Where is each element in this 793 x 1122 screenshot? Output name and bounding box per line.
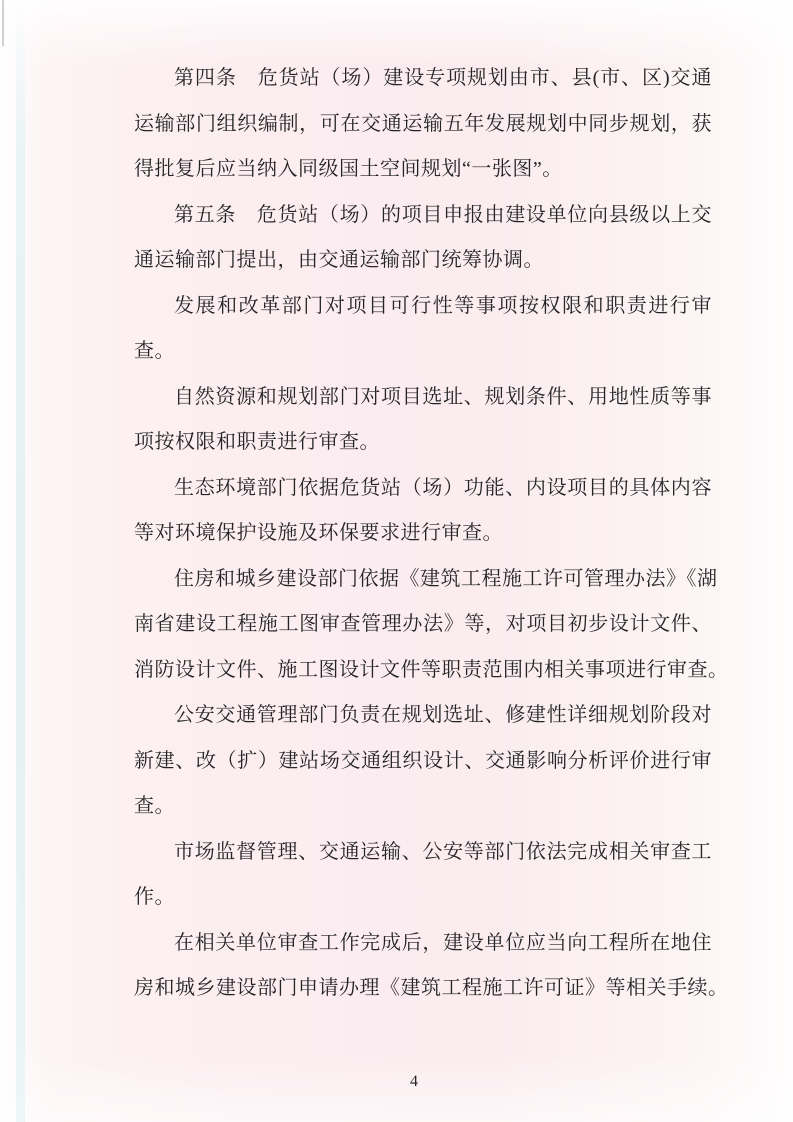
scan-streak-artifact [16, 0, 25, 1122]
text-line: 消防设计文件、施工图设计文件等职责范围内相关事项进行审查。 [134, 658, 729, 681]
text-line: 第五条 危货站（场）的项目申报由建设单位向县级以上交 [174, 203, 712, 226]
paragraph [134, 693, 712, 830]
paragraph [134, 375, 712, 466]
page-number: 4 [410, 1073, 418, 1090]
paragraph-第四条 [134, 56, 712, 193]
paragraph [134, 557, 729, 694]
text-line: 运输部门组织编制，可在交通运输五年发展规划中同步规划，获 [134, 112, 712, 135]
text-line: 项按权限和职责进行审查。 [134, 431, 380, 453]
text-line: 第四条 危货站（场）建设专项规划由市、县(市、区)交通 [174, 67, 712, 89]
text-line: 通运输部门提出，由交通运输部门统筹协调。 [134, 249, 544, 271]
paragraph [134, 284, 712, 375]
text-line: 在相关单位审查工作完成后，建设单位应当向工程所在地住 [174, 931, 712, 954]
text-line: 南省建设工程施工图审查管理办法》等，对项目初步设计文件、 [134, 613, 712, 635]
paragraph [134, 830, 712, 921]
text-line: 生态环境部门依据危货站（场）功能、内设项目的具体内容 [174, 476, 712, 499]
text-line: 查。 [134, 340, 175, 362]
text-line: 市场监督管理、交通运输、公安等部门依法完成相关审查工 [174, 840, 712, 863]
paragraph [134, 466, 712, 557]
text-line: 房和城乡建设部门申请办理《建筑工程施工许可证》等相关手续。 [134, 977, 729, 999]
paragraph [134, 921, 729, 1012]
text-line: 发展和改革部门对项目可行性等事项按权限和职责进行审 [174, 294, 712, 317]
scan-edge-artifact [2, 0, 4, 46]
document-body [134, 56, 729, 1012]
text-line: 自然资源和规划部门对项目选址、规划条件、用地性质等事 [174, 385, 712, 408]
text-line: 等对环境保护设施及环保要求进行审查。 [134, 522, 503, 544]
text-line: 住房和城乡建设部门依据《建筑工程施工许可管理办法》《湖 [174, 567, 718, 590]
text-line: 作。 [134, 886, 175, 908]
text-line: 得批复后应当纳入同级国土空间规划“一张图”。 [134, 158, 563, 180]
text-line: 公安交通管理部门负责在规划选址、修建性详细规划阶段对 [174, 704, 712, 726]
paragraph-第五条 [134, 193, 712, 284]
text-line: 查。 [134, 795, 175, 817]
text-line: 新建、改（扩）建站场交通组织设计、交通影响分析评价进行审 [134, 749, 712, 772]
